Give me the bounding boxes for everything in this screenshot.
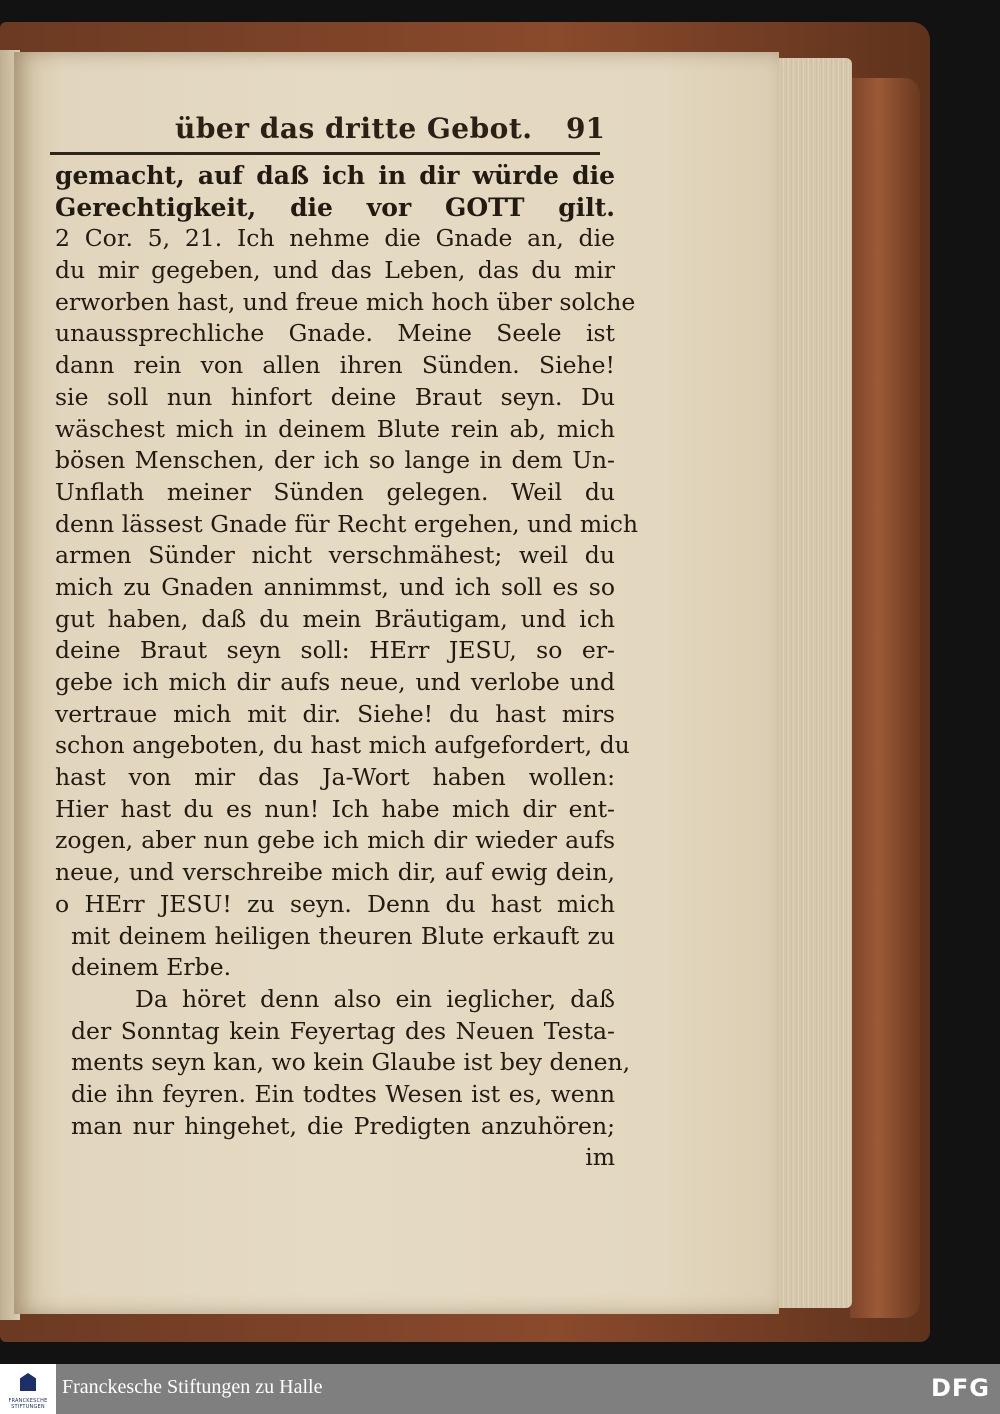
text-line: o HErr JESU! zu seyn. Denn du hast mich [55, 889, 615, 918]
text-line: gebe ich mich dir aufs neue, und verlobe und [55, 668, 615, 696]
catchword: im [585, 1143, 615, 1172]
franckesche-stiftungen-logo[interactable] [0, 1364, 56, 1414]
logo-caption: FRANCKESCHE STIFTUNGEN [8, 1398, 48, 1410]
text-line: zogen, aber nun gebe ich mich dir wieder aufs [55, 826, 615, 855]
text-line: der Sonntag kein Feyertag des Neuen Testa- [71, 1016, 615, 1045]
running-head [175, 112, 605, 148]
text-line: hast von mir das Ja-Wort haben wollen: [55, 763, 615, 792]
text-line: deine Braut seyn soll: HErr JESU, so er- [55, 636, 615, 665]
paragraph-first-line: Da höret denn also ein ieglicher, daß [135, 984, 615, 1013]
institution-name: Franckesche Stiftungen zu Halle [62, 1376, 323, 1398]
text-line: Gerechtigkeit, die vor GOTT gilt. [55, 192, 615, 222]
text-line: unaussprechliche Gnade. Meine Seele ist [55, 319, 615, 348]
text-line: die ihn feyren. Ein todtes Wesen ist es, wenn [71, 1079, 615, 1108]
page-number: 91 [566, 112, 605, 145]
text-line: gut haben, daß du mein Bräutigam, und ich [55, 604, 615, 633]
text-line: deinem Erbe. [71, 953, 232, 982]
text-line: mich zu Gnaden annimmst, und ich soll es so [55, 572, 615, 601]
text-line: neue, und verschreibe mich dir, auf ewig dein, [55, 858, 615, 887]
text-line: Hier hast du es nun! Ich habe mich dir ent- [55, 794, 615, 823]
text-line: sie soll nun hinfort deine Braut seyn. Du [55, 382, 615, 411]
text-line: wäschest mich in deinem Blute rein ab, mich [55, 414, 615, 443]
text-line: mit deinem heiligen theuren Blute erkauft zu [71, 921, 615, 950]
dfg-logo[interactable]: DFG [930, 1374, 990, 1402]
body-text [55, 160, 638, 1174]
text-line: 2 Cor. 5, 21. Ich nehme die Gnade an, die [55, 224, 615, 253]
viewer-footer-bar [0, 1364, 1000, 1414]
text-line: schon angeboten, du hast mich aufgefordert, du [55, 731, 630, 760]
text-line: man nur hingehet, die Predigten anzuhören; [71, 1111, 615, 1140]
text-line: vertraue mich mit dir. Siehe! du hast mirs [55, 699, 615, 728]
header-rule [50, 152, 600, 155]
text-line: denn lässest Gnade für Recht ergehen, und mich [55, 509, 638, 538]
text-line: dann rein von allen ihren Sünden. Siehe! [55, 351, 615, 380]
building-icon [20, 1373, 36, 1391]
text-line: Unflath meiner Sünden gelegen. Weil du [55, 477, 615, 506]
book-spine [850, 78, 920, 1318]
text-line: armen Sünder nicht verschmähest; weil du [55, 541, 615, 570]
text-line: ments seyn kan, wo kein Glaube ist bey denen, [71, 1048, 631, 1077]
text-line: erworben hast, und freue mich hoch über solche [55, 287, 636, 316]
text-line: bösen Menschen, der ich so lange in dem Un- [55, 446, 615, 475]
text-line: gemacht, auf daß ich in dir würde die [55, 161, 615, 190]
running-title: über das dritte Gebot. [175, 112, 533, 145]
text-line: du mir gegeben, und das Leben, das du mir [55, 256, 615, 285]
